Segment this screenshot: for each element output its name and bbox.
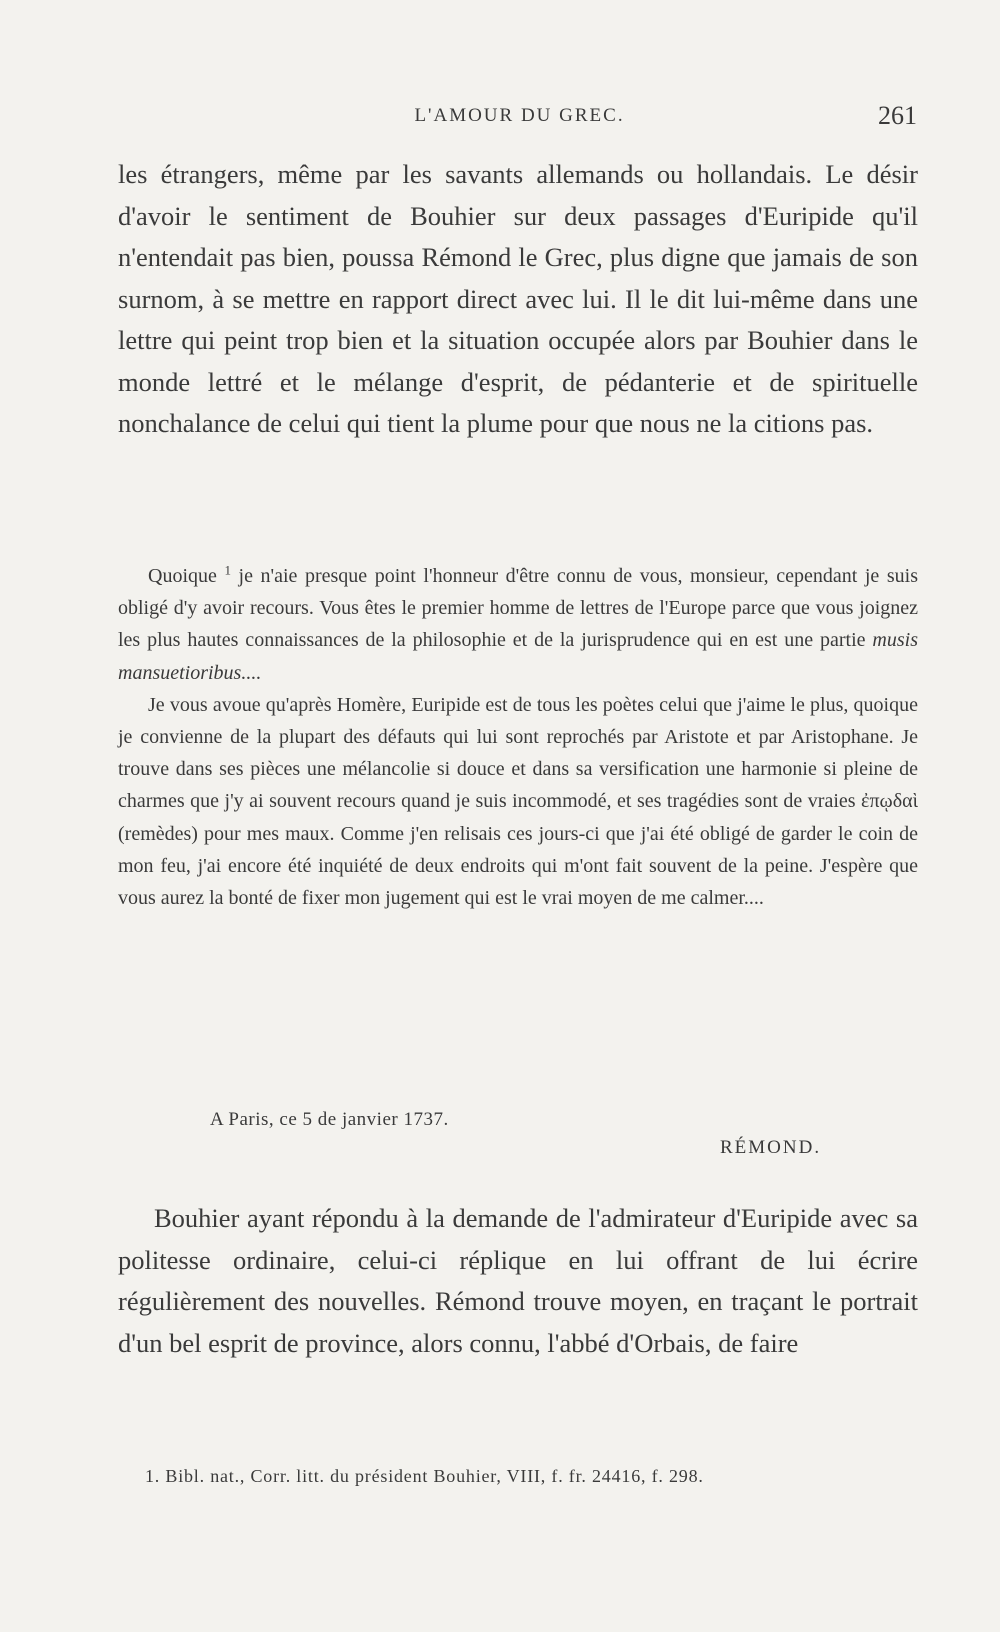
running-title: L'AMOUR DU GREC. [414,105,625,126]
letter-paragraph-1 [118,560,918,689]
running-head [122,101,917,135]
letter-first-word: Quoique [148,565,217,587]
paragraph-text: les étrangers, même par les savants allemands ou hollandais. Le désir d'avoir le sentiment de Bouhier sur deux passages d'Euripide qu'il n'entendait pas bien, poussa Rémond le Grec, plus digne que jamais de son surnom, à se mettre en rapport direct avec lui. Il le dit lui-même dans une lettre qui peint trop bien et la situation occupée alors par Bouhier dans le monde lettré et le mélange d'esprit, de pédanterie et de spirituelle nonchalance de celui qui tient la plume pour que nous ne la citions pas. [118,159,918,438]
letter-date: A Paris, ce 5 de janvier 1737. [210,1109,449,1130]
footnote-marker: 1 [224,562,231,578]
body-paragraph-2 [118,1198,918,1364]
quoted-letter [118,560,918,914]
footnote: 1. Bibl. nat., Corr. litt. du président Bouhier, VIII, f. fr. 24416, f. 298. [145,1466,704,1486]
letter-text: je n'aie presque point l'honneur d'être connu de vous, monsieur, cependant je suis obligé d'y avoir recours. Vous êtes le premier homme de lettres de l'Europe parce que vous joignez les plus hautes connaissances de la philosophie et de la jurisprudence qui en est une partie [118,565,918,652]
letter-signature: RÉMOND. [720,1137,822,1158]
page-number: 261 [878,101,917,130]
body-paragraph-1 [118,154,918,445]
latin-phrase: musis mansuetioribus.... [118,629,918,684]
letter-paragraph-2: Je vous avoue qu'après Homère, Euripide est de tous les poètes celui que j'aime le plus, quoique je convienne de la plupart des défauts qui lui sont reprochés par Aristote et par Aristophane. Je trouve dans ses pièces une mélancolie si douce et dans sa versification une harmonie si pleine de charmes que j'y ai souvent recours quand je suis incommodé, et ses tragédies sont de vraies ἐπῳδαὶ (remèdes) pour mes maux. Comme j'en relisais ces jours-ci que j'ai été obligé de garder le coin de mon feu, j'ai encore été inquiété de deux endroits qui m'ont fait souvent de la peine. J'espère que vous aurez la bonté de fixer mon jugement qui est le vrai moyen de me calmer.... [118,693,918,910]
paragraph-text: Bouhier ayant répondu à la demande de l'admirateur d'Euripide avec sa politesse ordinaire, celui-ci réplique en lui offrant de lui écrire régulièrement des nouvelles. Rémond trouve moyen, en traçant le portrait d'un bel esprit de province, alors connu, l'abbé d'Orbais, de faire [118,1203,918,1358]
